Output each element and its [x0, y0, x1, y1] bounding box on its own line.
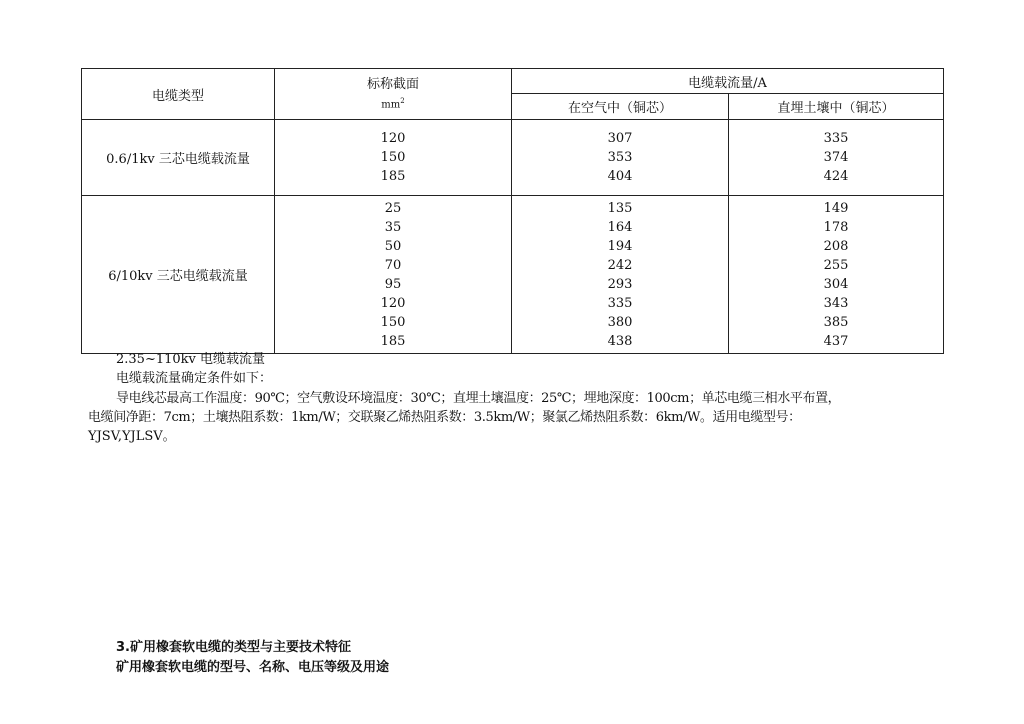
paragraph-line: 导电线芯最高工作温度：90℃；空气敷设环境温度：30℃；直埋土壤温度：25℃；埋地深度：100cm；单芯电缆三相水平布置， — [116, 391, 841, 406]
header-section-unit: $mm^2$ — [381, 96, 405, 111]
header-section-label: 标称截面 — [366, 76, 419, 92]
header-section — [275, 69, 512, 120]
paragraph-line: YJSV,YJLSV。 — [88, 429, 176, 444]
section-subheading: 矿用橡套软电缆的型号、名称、电压等级及用途 — [116, 660, 390, 675]
soil-current-cell: 149 178 208 255 304 343 385 437 — [729, 196, 944, 354]
cable-type-cell: 6/10kv 三芯电缆载流量 — [82, 196, 275, 354]
header-cable-type: 电缆类型 — [82, 69, 275, 120]
table-row — [82, 120, 944, 196]
cable-current-table — [81, 68, 944, 354]
table-row — [82, 196, 944, 354]
air-current-cell: 307 353 404 — [512, 120, 729, 196]
cable-type-cell: 0.6/1kv 三芯电缆载流量 — [82, 120, 275, 196]
header-air: 在空气中（铜芯） — [512, 94, 729, 120]
section-heading: 3.矿用橡套软电缆的类型与主要技术特征 — [116, 640, 351, 655]
section-cell: 25 35 50 70 95 120 150 185 — [275, 196, 512, 354]
paragraph-intro: 电缆载流量确定条件如下： — [116, 371, 273, 386]
paragraph-title: 2.35~110kv 电缆载流量 — [116, 352, 266, 367]
section-cell: 120 150 185 — [275, 120, 512, 196]
header-current: 电缆载流量/A — [512, 69, 944, 94]
paragraph-line: 电缆间净距：7cm；土壤热阻系数：1km/W；交联聚乙烯热阻系数：3.5km/W；聚氯乙烯热阻系数：6km/W。适用电缆型号： — [88, 410, 801, 425]
air-current-cell: 135 164 194 242 293 335 380 438 — [512, 196, 729, 354]
soil-current-cell: 335 374 424 — [729, 120, 944, 196]
header-soil: 直埋土壤中（铜芯） — [729, 94, 944, 120]
